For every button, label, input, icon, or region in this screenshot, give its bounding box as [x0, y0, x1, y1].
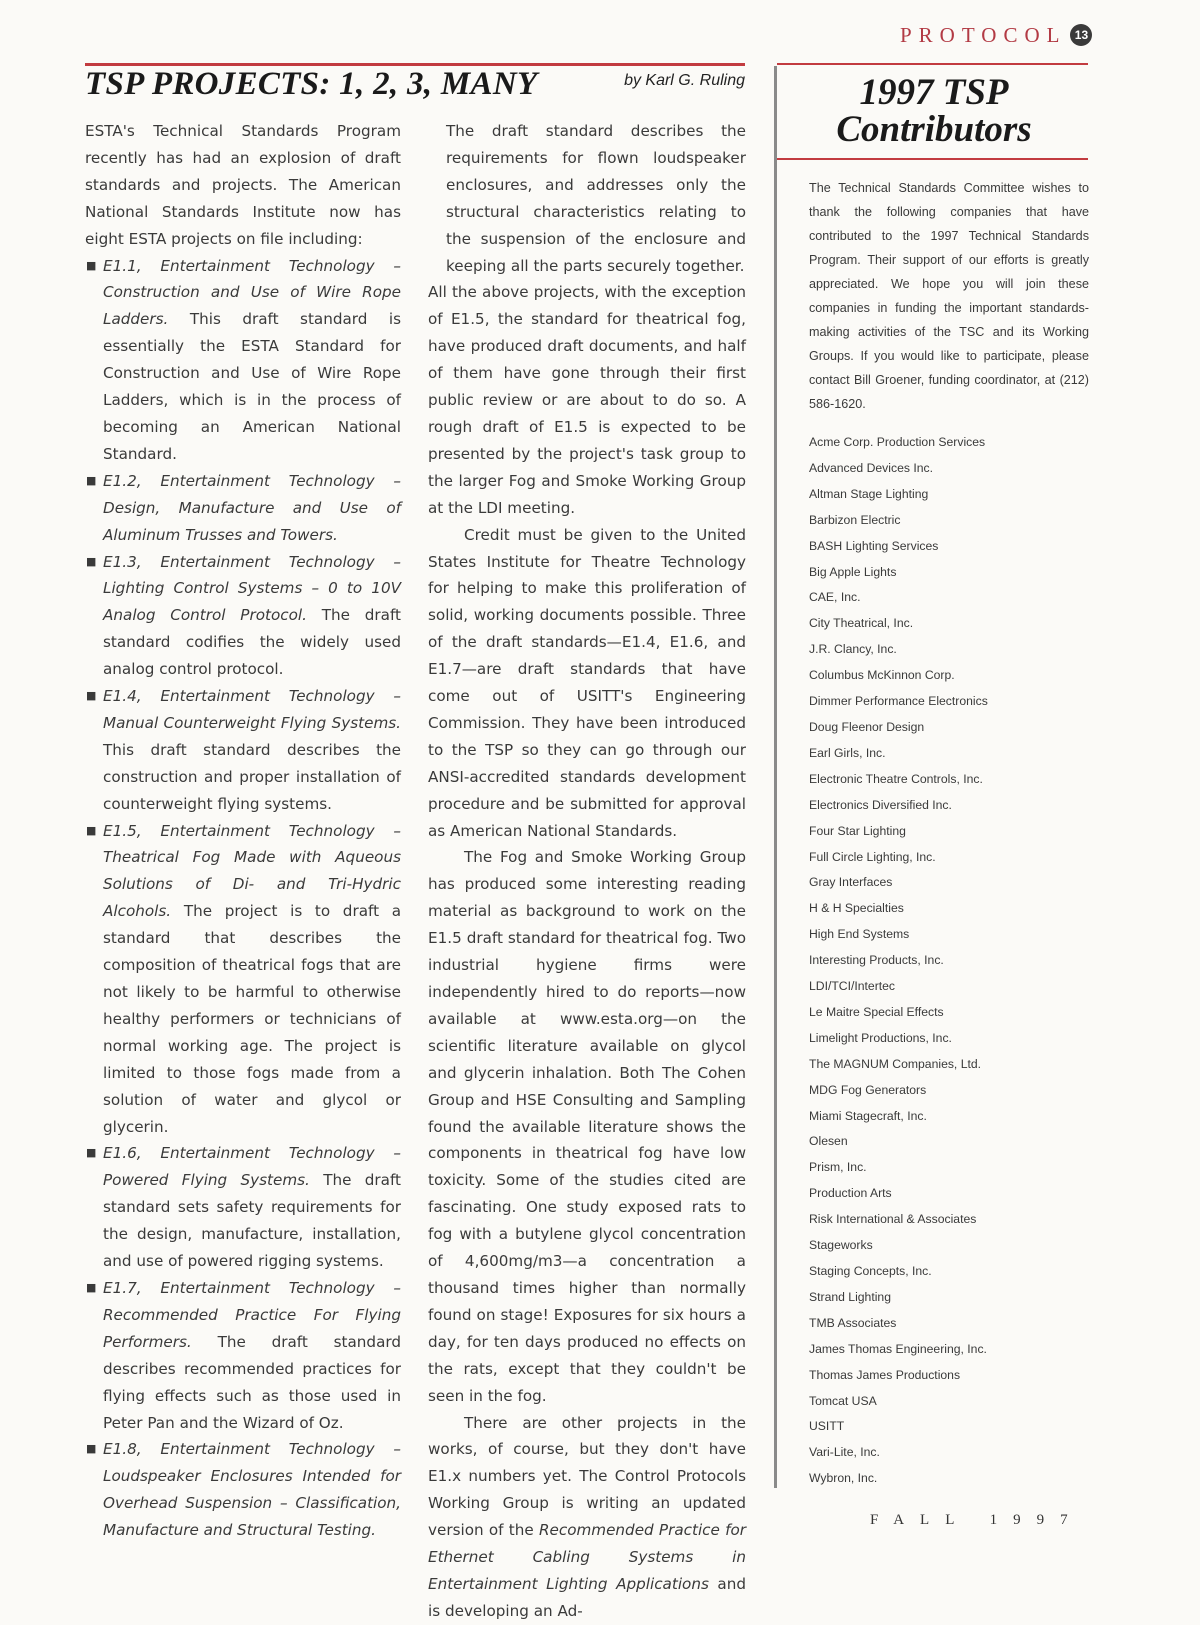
contributor-list: [809, 430, 1089, 1492]
contributor-item: Le Maitre Special Effects: [809, 1004, 944, 1019]
contributor-item: H & H Specialties: [809, 901, 904, 916]
sidebar-intro: The Technical Standards Committee wishes to thank the following companies that have contributed to the 1997 Technical Standards Program. Their support of our efforts is greatly appreciated. We hope you will join these companies in funding the important standards-making activities of the TSC and its Working Groups. If you would like to participate, please contact Bill Groener, funding coordinator, at (212) 586-1620.: [809, 181, 1089, 411]
contributor-item: Gray Interfaces: [809, 875, 893, 890]
project-body: This draft standard describes the construction and proper installation of counterweight flying systems.: [103, 740, 401, 813]
project-title: E1.6, Entertainment Technology – Powered Flying Systems.: [103, 1144, 401, 1190]
project-title: E1.3, Entertainment Technology – Lighting Control Systems – 0 to 10V Analog Control Protocol.: [103, 552, 401, 625]
contributor-item: Acme Corp. Production Services: [809, 435, 986, 449]
project-item: [85, 683, 401, 818]
contributor-item: Electronic Theatre Controls, Inc.: [809, 771, 983, 786]
project-item: [85, 1275, 401, 1436]
project-title: E1.4, Entertainment Technology – Manual Counterweight Flying Systems.: [103, 687, 401, 732]
contributor-item: Limelight Productions, Inc.: [809, 1030, 952, 1045]
project-title: E1.8, Entertainment Technology – Loudspeaker Enclosures Intended for Overhead Suspension – Classification, Manufacture and Structural Testing.: [103, 1440, 401, 1540]
sidebar-title-rule: [777, 158, 1088, 160]
bullet-icon: ■: [86, 473, 97, 487]
article-intro: ESTA's Technical Standards Program recently has had an explosion of draft standards and projects. The American National Standards Institute now has eight ESTA projects on file including:: [85, 122, 401, 248]
contributor-item: Production Arts: [809, 1186, 892, 1201]
contributor-item: Tomcat USA: [809, 1393, 877, 1408]
contributor-item: Earl Girls, Inc.: [809, 745, 886, 760]
project-item: [85, 818, 401, 1141]
contributor-item: Stageworks: [809, 1238, 873, 1253]
contributor-item: The MAGNUM Companies, Ltd.: [809, 1056, 982, 1071]
project-title: E1.2, Entertainment Technology – Design, Manufacture and Use of Aluminum Trusses and Towers.: [103, 471, 401, 544]
article-paragraph-last: [428, 1410, 746, 1625]
contributor-item: Risk International & Associates: [809, 1212, 977, 1227]
contributor-item: Thomas James Productions: [809, 1367, 961, 1382]
project-body: The project is to draft a standard that describes the composition of theatrical fogs that are not likely to be harmful to otherwise healthy performers or technicians of normal working age. The project is limited to those fogs made from a solution of water and glycol or glycerin.: [103, 902, 401, 1136]
paragraph-tail: and is developing an Ad-: [428, 1574, 747, 1620]
article-header: [85, 66, 745, 110]
project-item: [85, 549, 401, 684]
issue-footer: FALL 1997: [870, 1512, 1084, 1528]
sidebar-title-line: Contributors: [836, 109, 1032, 150]
page-number: 13: [1070, 24, 1092, 46]
section-name: PROTOCOL: [900, 22, 1067, 47]
contributor-item: Full Circle Lighting, Inc.: [809, 849, 936, 864]
contributor-item: High End Systems: [809, 927, 910, 942]
contributor-item: City Theatrical, Inc.: [809, 616, 914, 631]
contributor-item: Four Star Lighting: [809, 823, 906, 838]
contributor-item: Dimmer Performance Electronics: [809, 694, 988, 709]
project-item: [85, 253, 401, 468]
sidebar-title: [780, 74, 1088, 148]
contributor-item: LDI/TCI/Intertec: [809, 979, 896, 994]
contributor-item: Advanced Devices Inc.: [809, 460, 933, 475]
byline: by Karl G. Ruling: [624, 72, 745, 89]
bullet-icon: ■: [86, 1442, 97, 1456]
contributor-item: MDG Fog Generators: [809, 1082, 927, 1097]
project-title: E1.5, Entertainment Technology – Theatrical Fog Made with Aqueous Solutions of Di- and Tri-Hydric Alcohols.: [103, 821, 401, 921]
article-paragraph: The Fog and Smoke Working Group has produced some interesting reading material as background to work on the E1.5 draft standard for theatrical fog. Two industrial hygiene firms were independently hired to do reports—now available at www.esta.org—on the scientific literature available on glycol and glycerin inhalation. Both The Cohen Group and HSE Consulting and Sampling found the available literature shows the components in theatrical fog have low toxicity. Some of the studies cited are fascinating. One study exposed rats to fog with a butylene glycol concentration of 4,600mg/m3—a concentration a thousand times higher than normally found on stage! Exposures for six hours a day, for ten days produced no effects on the rats, except that they couldn't be seen in the fog.: [428, 848, 746, 1405]
contributor-item: Interesting Products, Inc.: [809, 953, 944, 968]
contributor-item: Olesen: [809, 1134, 848, 1149]
sidebar-title-line: 1997 TSP: [859, 72, 1009, 113]
project-item: [85, 1436, 401, 1544]
sidebar-divider: [774, 66, 777, 1488]
contributor-item: Electronics Diversified Inc.: [809, 797, 952, 812]
column-2: [428, 118, 746, 1625]
project-body: The draft standard codifies the widely used analog control protocol.: [103, 606, 401, 679]
contributor-item: CAE, Inc.: [809, 590, 861, 605]
contributor-item: USITT: [809, 1419, 845, 1434]
article-paragraph: All the above projects, with the exception of E1.5, the standard for theatrical fog, have produced draft documents, and half of them have gone through their first public review or are about to do so. A rough draft of E1.5 is expected to be presented by the project's task group to the larger Fog and Smoke Working Group at the LDI meeting.: [428, 283, 746, 517]
project-item: [85, 1140, 401, 1275]
contributor-item: Altman Stage Lighting: [809, 486, 929, 501]
bullet-icon: ■: [86, 554, 97, 568]
bullet-icon: ■: [86, 689, 97, 703]
project-body: The draft standard describes recommended practices for flying effects such as those used in Peter Pan and the Wizard of Oz.: [103, 1332, 401, 1432]
project-body: The draft standard sets safety requirements for the design, manufacture, installation, and use of powered rigging systems.: [103, 1171, 402, 1271]
bullet-icon: ■: [86, 1146, 97, 1160]
project-title: E1.7, Entertainment Technology – Recommended Practice For Flying Performers.: [103, 1278, 401, 1351]
contributor-item: Miami Stagecraft, Inc.: [809, 1108, 927, 1123]
contributor-item: BASH Lighting Services: [809, 538, 939, 553]
contributor-item: TMB Associates: [809, 1315, 897, 1330]
contributor-item: Big Apple Lights: [809, 564, 897, 579]
bullet-icon: ■: [86, 1280, 97, 1294]
contributor-item: Barbizon Electric: [809, 512, 901, 527]
contributor-item: Columbus McKinnon Corp.: [809, 668, 955, 683]
contributor-item: Staging Concepts, Inc.: [809, 1264, 932, 1278]
document-title: Recommended Practice for Ethernet Cabling Systems in Entertainment Lighting Applications: [428, 1521, 746, 1593]
bullet-icon: ■: [86, 823, 97, 837]
article-title: TSP PROJECTS: 1, 2, 3, MANY: [85, 66, 538, 102]
paragraph-text: There are other projects in the works, of course, but they don't have E1.x numbers yet. The Control Protocols Working Group is writing an updated version of the: [428, 1413, 746, 1540]
bullet-icon: ■: [86, 258, 97, 272]
column-1: [85, 118, 401, 1544]
sidebar-top-rule: [777, 63, 1088, 65]
contributor-item: J.R. Clancy, Inc.: [809, 642, 897, 657]
contributor-item: Wybron, Inc.: [809, 1471, 878, 1486]
project-title: E1.1, Entertainment Technology – Construction and Use of Wire Rope Ladders.: [103, 256, 401, 329]
project-item: [85, 468, 401, 549]
running-head: [900, 22, 1110, 48]
contributor-item: Doug Fleenor Design: [809, 719, 925, 734]
article-paragraph: Credit must be given to the United States Institute for Theatre Technology for helping to make this proliferation of solid, working documents possible. Three of the draft standards—E1.4, E1.6, and E1.7—are draft standards that have come out of USITT's Engineering Commission. They have been introduced to the TSP so they can go through our ANSI-accredited standards development procedure and be submitted for approval as American National Standards.: [428, 525, 746, 840]
contributor-item: Prism, Inc.: [809, 1160, 867, 1175]
project-e18-continued: The draft standard describes the requirements for flown loudspeaker enclosures, and addresses only the structural characteristics relating to the suspension of the enclosure and keeping all the parts securely together.: [446, 122, 746, 275]
contributor-item: Strand Lighting: [809, 1289, 891, 1304]
contributor-item: Vari-Lite, Inc.: [809, 1445, 880, 1460]
project-list: [85, 253, 401, 1545]
contributor-item: James Thomas Engineering, Inc.: [809, 1341, 987, 1356]
project-body: This draft standard is essentially the ESTA Standard for Construction and Use of Wire Rope Ladders, which is in the process of becoming an American National Standard.: [103, 310, 401, 463]
